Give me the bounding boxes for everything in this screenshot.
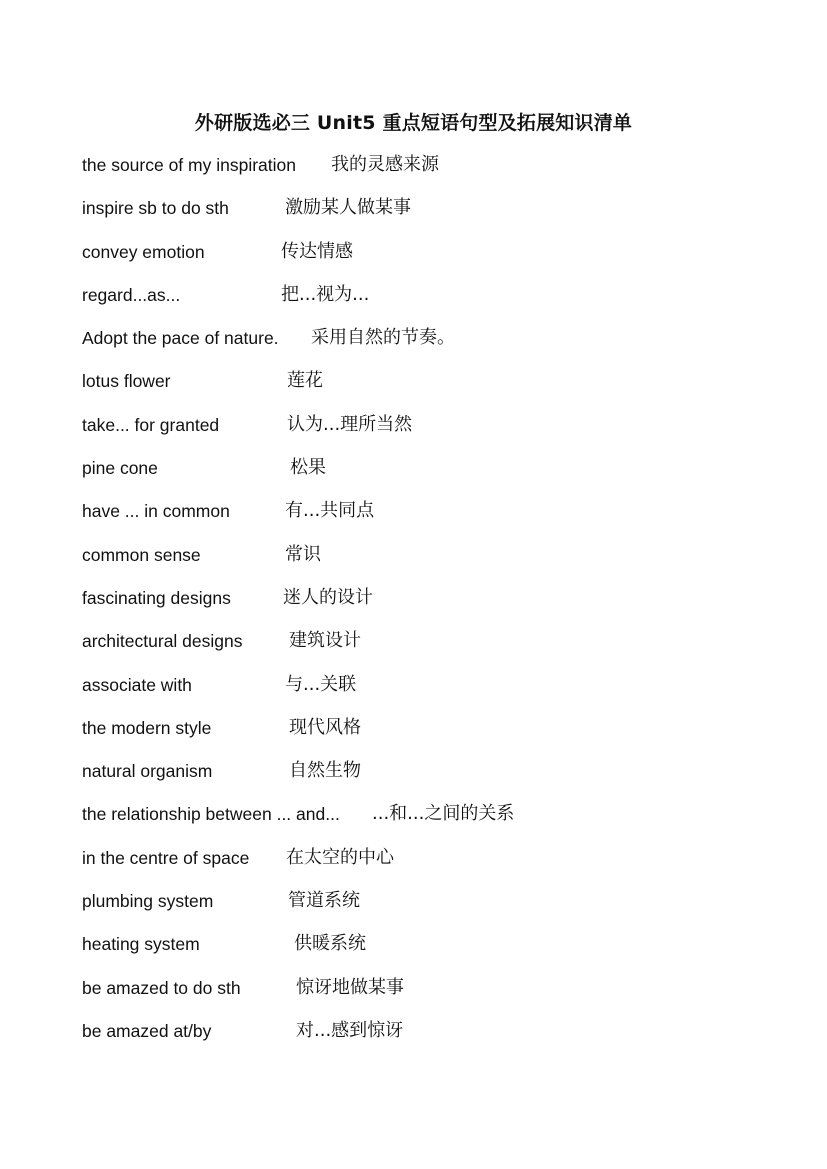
chinese-meaning: 在太空的中心: [286, 846, 394, 868]
chinese-meaning: 松果: [290, 457, 326, 479]
english-phrase: convey emotion: [82, 241, 205, 262]
chinese-meaning: 常识: [285, 543, 321, 565]
english-phrase: natural organism: [82, 761, 213, 782]
english-phrase: the modern style: [82, 717, 212, 738]
chinese-meaning: 采用自然的节奏。: [311, 327, 455, 349]
chinese-meaning: 认为...理所当然: [287, 413, 413, 435]
chinese-meaning: 我的灵感来源: [331, 154, 439, 175]
english-phrase: be amazed to do sth: [82, 977, 241, 998]
english-phrase: take... for granted: [82, 414, 220, 435]
document-title: 外研版选必三 Unit5 重点短语句型及拓展知识清单: [194, 112, 633, 134]
chinese-meaning: ...和...之间的关系: [372, 803, 515, 825]
chinese-meaning: 管道系统: [288, 890, 360, 912]
list-item: [82, 280, 782, 323]
list-item: [82, 929, 782, 972]
phrase-list: [82, 150, 782, 1059]
chinese-meaning: 现代风格: [289, 716, 361, 738]
list-item: [82, 799, 782, 842]
list-item: [82, 670, 782, 713]
chinese-meaning: 建筑设计: [289, 630, 361, 652]
list-item: [82, 626, 782, 669]
chinese-meaning: 供暖系统: [294, 933, 366, 955]
list-item: [82, 973, 782, 1016]
list-item: [82, 366, 782, 409]
list-item: [82, 193, 782, 236]
list-item: [82, 1016, 782, 1059]
english-phrase: heating system: [82, 934, 200, 955]
chinese-meaning: 对...感到惊讶: [296, 1019, 404, 1041]
list-item: [82, 713, 782, 756]
list-item: [82, 410, 782, 453]
english-phrase: the source of my inspiration: [82, 155, 296, 175]
chinese-meaning: 惊讶地做某事: [296, 976, 404, 998]
english-phrase: architectural designs: [82, 631, 243, 652]
english-phrase: Adopt the pace of nature.: [82, 328, 279, 349]
list-item: [82, 886, 782, 929]
english-phrase: associate with: [82, 674, 192, 695]
list-item: [82, 237, 782, 280]
list-item: [82, 843, 782, 886]
chinese-meaning: 传达情感: [281, 240, 353, 262]
english-phrase: be amazed at/by: [82, 1020, 212, 1041]
chinese-meaning: 激励某人做某事: [285, 197, 411, 219]
english-phrase: the relationship between ... and...: [82, 804, 340, 825]
english-phrase: common sense: [82, 544, 201, 565]
chinese-meaning: 莲花: [287, 370, 323, 392]
english-phrase: fascinating designs: [82, 587, 231, 608]
list-item: [82, 150, 782, 193]
english-phrase: inspire sb to do sth: [82, 198, 229, 219]
chinese-meaning: 自然生物: [289, 760, 361, 782]
english-phrase: in the centre of space: [82, 847, 250, 868]
english-phrase: lotus flower: [82, 371, 171, 392]
list-item: [82, 453, 782, 496]
list-item: [82, 583, 782, 626]
list-item: [82, 496, 782, 539]
list-item: [82, 540, 782, 583]
english-phrase: pine cone: [82, 458, 158, 479]
list-item: [82, 756, 782, 799]
chinese-meaning: 与...关联: [285, 673, 357, 695]
english-phrase: have ... in common: [82, 501, 230, 522]
list-item: [82, 323, 782, 366]
chinese-meaning: 有...共同点: [285, 500, 375, 522]
chinese-meaning: 把...视为...: [281, 283, 370, 305]
english-phrase: regard...as...: [82, 284, 181, 305]
english-phrase: plumbing system: [82, 891, 214, 912]
chinese-meaning: 迷人的设计: [283, 586, 373, 608]
